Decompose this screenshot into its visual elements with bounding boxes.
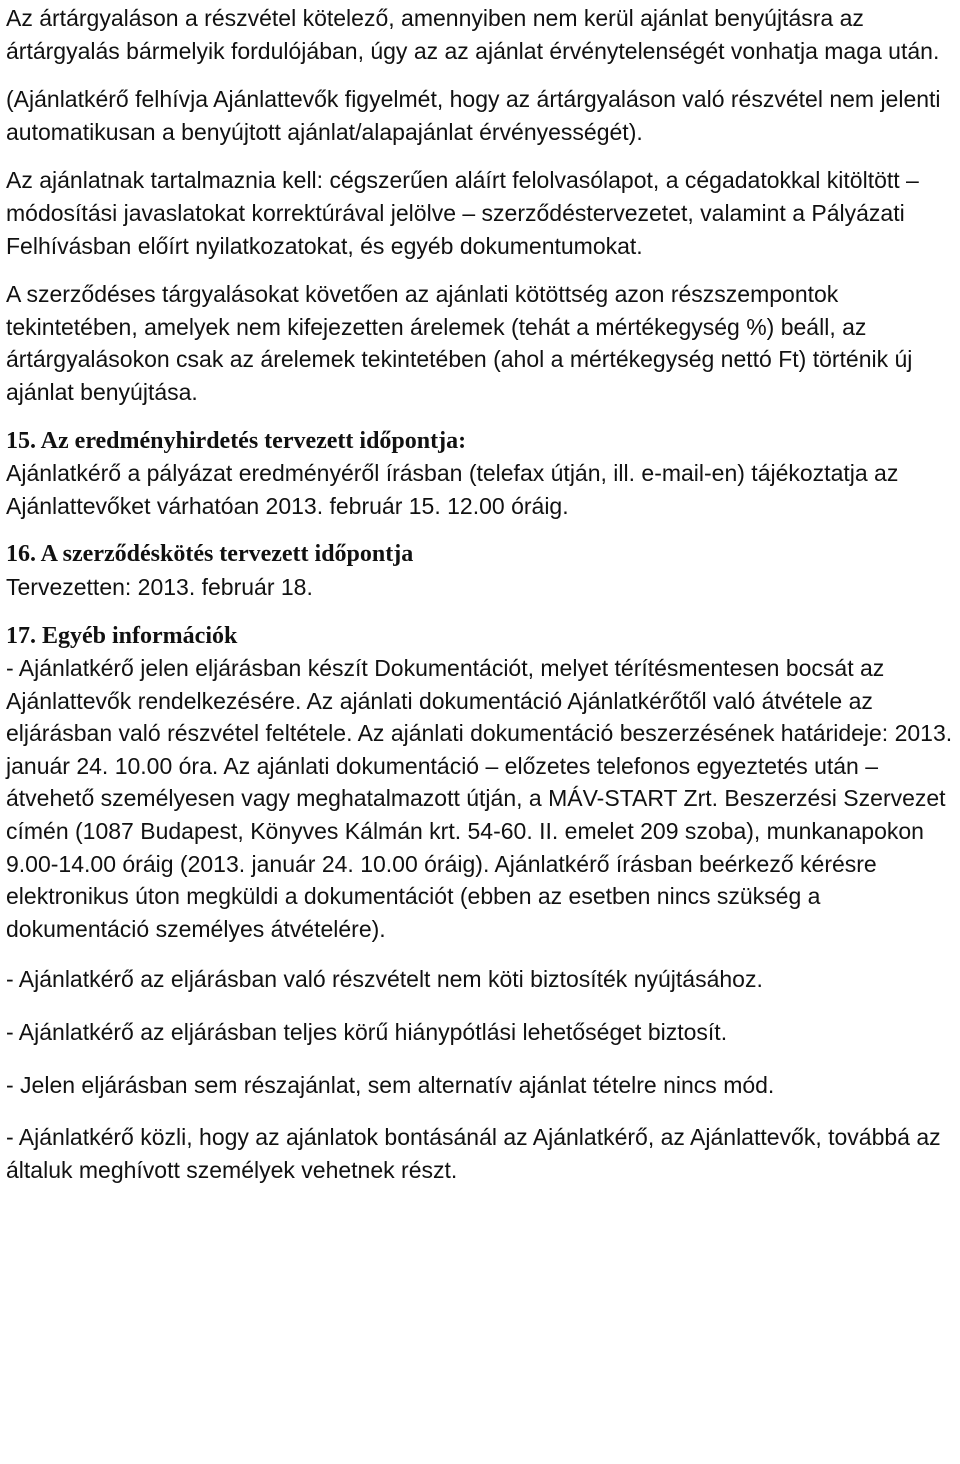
section-16-heading: 16. A szerződéskötés tervezett időpontja (6, 541, 414, 568)
paragraph-participation-note: (Ajánlatkérő felhívja Ajánlattevők figyelmét, hogy az ártárgyaláson való részvétel nem jelenti automatikusan a benyújtott ajánlat/alapajánlat érvényességét). (6, 86, 941, 145)
section-17-heading: 17. Egyéb információk (6, 622, 238, 649)
info-item-deficiency: - Ajánlatkérő az eljárásban teljes körű hiánypótlási lehetőséget biztosít. (6, 1019, 728, 1046)
info-item-guarantee: - Ajánlatkérő az eljárásban való részvételt nem köti biztosíték nyújtásához. (6, 966, 763, 993)
info-item-partial-bids: - Jelen eljárásban sem részajánlat, sem alternatív ajánlat tételre nincs mód. (6, 1071, 775, 1098)
info-item-opening: - Ajánlatkérő közli, hogy az ajánlatok bontásánál az Ajánlatkérő, az Ajánlattevők, továbbá az általuk meghívott személyek vehetnek részt. (6, 1124, 941, 1183)
paragraph-bid-contents: Az ajánlatnak tartalmaznia kell: cégszerűen aláírt felolvasólapot, a cégadatokkal kitöltött – módosítási javaslatokat korrektúrával jelölve – szerződéstervezetet, valamint a Pályázati Felhívásban előírt nyilatkozatokat, és egyéb dokumentumokat. (6, 167, 919, 259)
section-15-heading: 15. Az eredményhirdetés tervezett időpontja: (6, 427, 467, 454)
info-item-documentation: - Ajánlatkérő jelen eljárásban készít Dokumentációt, melyet térítésmentesen bocsát az Ajánlattevők rendelkezésére. Az ajánlati dokumentáció Ajánlatkérőtől való átvétele az eljárásban való részvétel feltétele. Az ajánlati dokumentáció beszerzésének határideje: 2013. január 24. 10.00 óra. Az ajánlati dokumentáció – előzetes telefonos egyeztetés után – átvehető személyesen vagy meghatalmazott útján, a MÁV-START Zrt. Beszerzési Szervezet címén (1087 Budapest, Könyves Kálmán krt. 54-60. II. emelet 209 szoba), munkanapokon 9.00-14.00 óráig (2013. január 24. 10.00 óráig). Ajánlatkérő írásban beérkező kérésre elektronikus úton megküldi a dokumentációt (ebben az esetben nincs szükség a dokumentáció személyes átvételére). (6, 655, 953, 942)
document-page (6, 2, 956, 1202)
paragraph-negotiation-terms: A szerződéses tárgyalásokat követően az ajánlati kötöttség azon részszempontok tekintetében, amelyek nem kifejezetten árelemek (tehát a mértékegység %) beáll, az ártárgyalásokon csak az árelemek tekintetében (ahol a mértékegység nettó Ft) történik új ajánlat benyújtása. (6, 281, 913, 405)
section-16-body: Tervezetten: 2013. február 18. (6, 573, 313, 600)
paragraph-bidding-participation: Az ártárgyaláson a részvétel kötelező, amennyiben nem kerül ajánlat benyújtásra az ártárgyalás bármelyik fordulójában, úgy az az ajánlat érvénytelenségét vonhatja maga után. (6, 5, 940, 64)
section-15-body: Ajánlatkérő a pályázat eredményéről írásban (telefax útján, ill. e-mail-en) tájékoztatja az Ajánlattevőket várhatóan 2013. február 15. 12.00 óráig. (6, 460, 899, 519)
